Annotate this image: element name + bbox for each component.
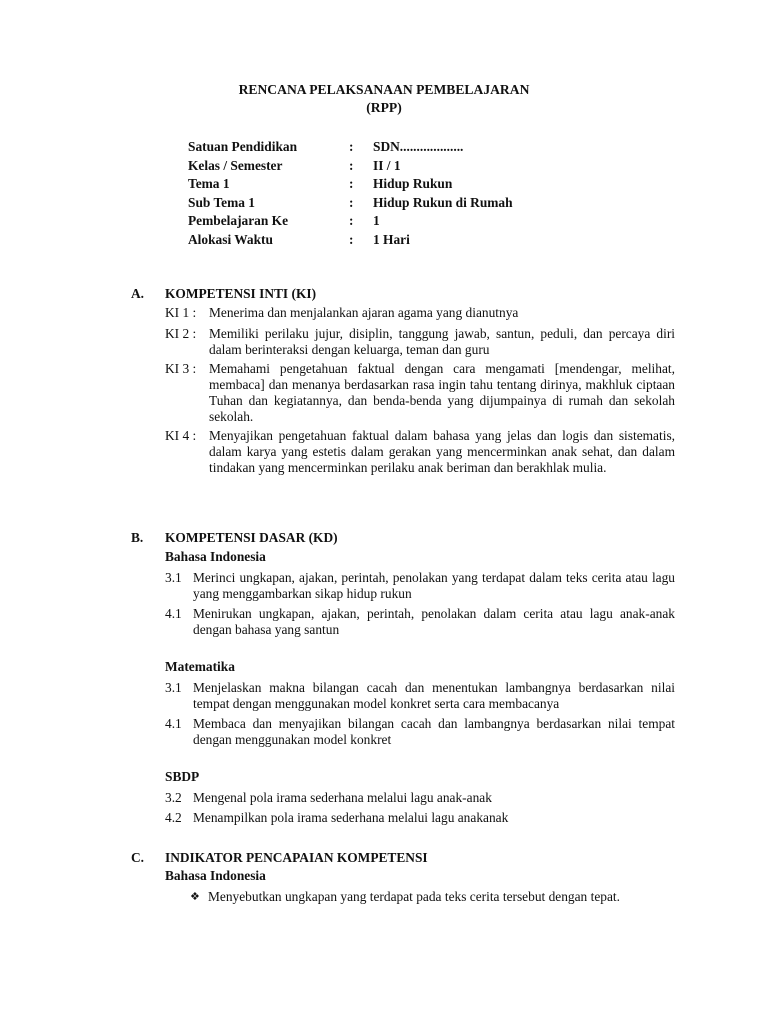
diamond-bullet-icon: ❖: [190, 890, 200, 903]
identity-colon: :: [349, 231, 354, 247]
ki-item-2: [165, 326, 675, 358]
subject-heading-matematika: Matematika: [165, 659, 235, 674]
identity-value: 1: [373, 213, 380, 229]
kd-item: [165, 716, 675, 748]
ki-code: KI 4 :: [165, 428, 197, 443]
identity-label: Sub Tema 1: [188, 194, 255, 210]
identity-value: II / 1: [373, 157, 401, 173]
ki-code: KI 3 :: [165, 361, 197, 376]
subject-heading-sbdp: SBDP: [165, 769, 200, 784]
kd-number: 4.1: [165, 606, 182, 621]
identity-label: Pembelajaran Ke: [188, 213, 289, 229]
identity-colon: :: [349, 157, 354, 173]
section-a-letter: A.: [131, 286, 145, 301]
identity-label: Tema 1: [188, 176, 230, 192]
identity-value: 1 Hari: [373, 231, 410, 247]
identity-label: Satuan Pendidikan: [188, 139, 298, 154]
ki-text: Memahami pengetahuan faktual dengan cara mengamati [mendengar, melihat, membaca] dan menanya berdasarkan rasa ingin tahu tentang dirinya, makhluk ciptaan Tuhan dan kegiatannya, dan benda-benda yang dijumpainya di rumah dan sekolah sekolah.: [209, 361, 675, 424]
indicator-text: Menyebutkan ungkapan yang terdapat pada teks cerita tersebut dengan tepat.: [208, 889, 620, 904]
ki-text: Menerima dan menjalankan ajaran agama yang dianutnya: [209, 305, 519, 320]
kd-item: [165, 570, 675, 602]
identity-value: Hidup Rukun: [373, 176, 453, 192]
kd-text: Merinci ungkapan, ajakan, perintah, penolakan yang terdapat dalam teks cerita atau lagu yang menggambarkan sikap hidup rukun: [193, 570, 675, 601]
identity-label: Alokasi Waktu: [188, 231, 273, 247]
section-a-title: KOMPETENSI INTI (KI): [165, 286, 317, 301]
document-title: RENCANA PELAKSANAAN PEMBELAJARAN: [238, 82, 530, 97]
ki-item-1: [165, 305, 675, 321]
document-subtitle: (RPP): [366, 100, 402, 115]
identity-label: Kelas / Semester: [188, 157, 283, 173]
identity-colon: :: [349, 176, 354, 192]
kd-number: 3.2: [165, 790, 182, 805]
kd-text: Menjelaskan makna bilangan cacah dan menentukan lambangnya berdasarkan nilai tempat dengan menggunakan model konkret serta cara membacanya: [193, 680, 675, 711]
subject-heading-bahasa-indonesia: Bahasa Indonesia: [165, 868, 266, 883]
section-b-letter: B.: [131, 530, 144, 545]
kd-number: 4.2: [165, 810, 182, 825]
indicator-item: [190, 889, 677, 905]
kd-number: 3.1: [165, 570, 182, 585]
section-b-title: KOMPETENSI DASAR (KD): [165, 530, 338, 545]
kd-text: Menirukan ungkapan, ajakan, perintah, penolakan dalam cerita atau lagu anak-anak dengan bahasa yang santun: [193, 606, 675, 637]
kd-number: 3.1: [165, 680, 182, 695]
ki-text: Memiliki perilaku jujur, disiplin, tanggung jawab, santun, peduli, dan percaya diri dalam berinteraksi dengan keluarga, teman dan guru: [209, 326, 675, 357]
kd-text: Menampilkan pola irama sederhana melalui lagu anakanak: [193, 810, 509, 825]
ki-text: Menyajikan pengetahuan faktual dalam bahasa yang jelas dan logis dan sistematis, dalam karya yang estetis dalam gerakan yang mencerminkan anak sehat, dan dalam tindakan yang mencerminkan perilaku anak beriman dan berakhlak mulia.: [209, 428, 675, 475]
identity-value: SDN...................: [373, 139, 464, 154]
kd-text: Mengenal pola irama sederhana melalui lagu anak-anak: [193, 790, 492, 805]
identity-colon: :: [349, 139, 354, 154]
subject-heading-bahasa-indonesia: Bahasa Indonesia: [165, 549, 266, 564]
kd-item: [165, 790, 675, 806]
identity-colon: :: [349, 213, 354, 229]
ki-code: KI 1 :: [165, 305, 197, 320]
identity-value: Hidup Rukun di Rumah: [373, 194, 513, 210]
ki-item-4: [165, 428, 675, 476]
kd-item: [165, 810, 675, 826]
ki-item-3: [165, 361, 675, 425]
section-c-letter: C.: [131, 850, 145, 865]
section-c-title: INDIKATOR PENCAPAIAN KOMPETENSI: [165, 850, 428, 865]
kd-text: Membaca dan menyajikan bilangan cacah dan lambangnya berdasarkan nilai tempat dengan menggunakan model konkret: [193, 716, 675, 747]
kd-number: 4.1: [165, 716, 182, 731]
ki-code: KI 2 :: [165, 326, 197, 341]
kd-item: [165, 606, 675, 638]
kd-item: [165, 680, 675, 712]
identity-colon: :: [349, 194, 354, 210]
